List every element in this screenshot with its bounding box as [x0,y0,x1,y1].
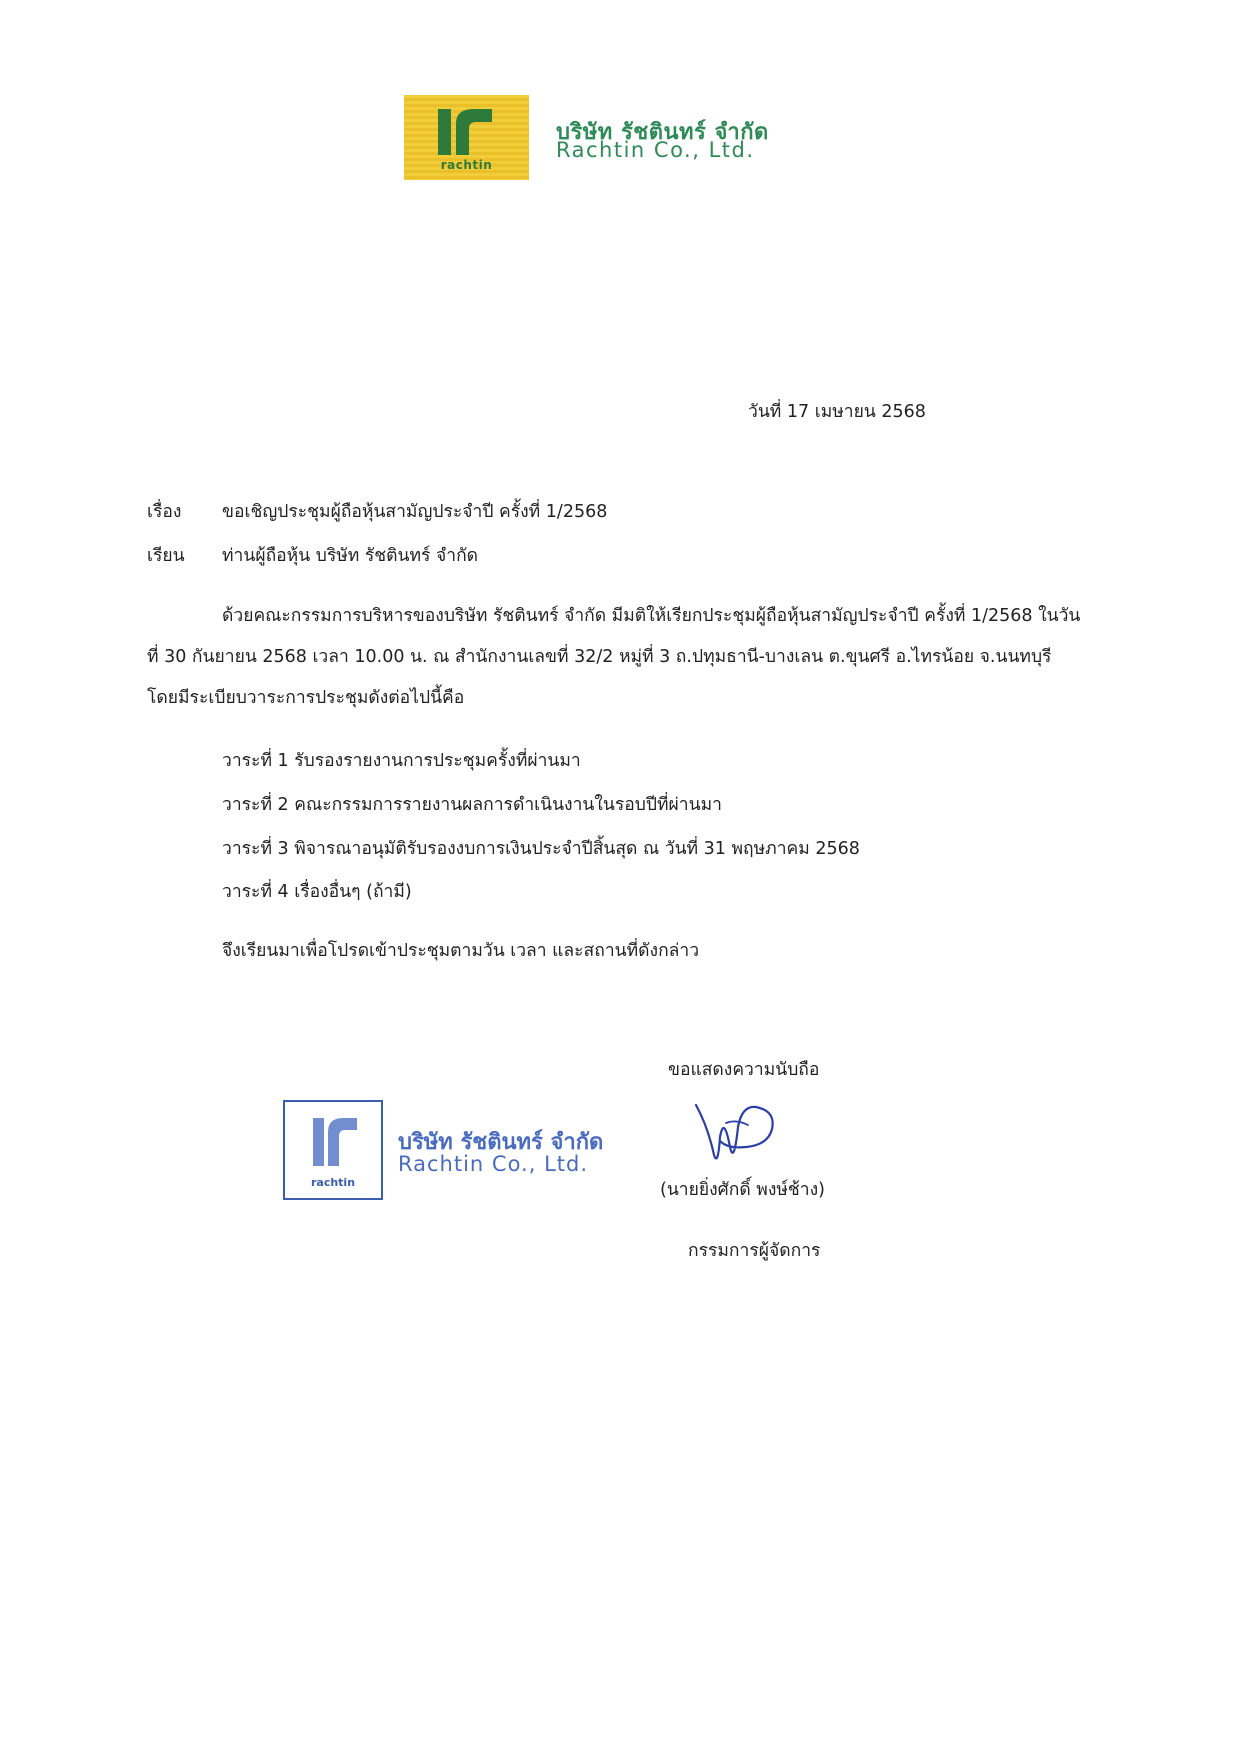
recipient-text: ท่านผู้ถือหุ้น บริษัท รัชตินทร์ จำกัด [222,546,479,566]
signature-icon [690,1097,780,1172]
logo-wordmark: rachtin [440,158,493,172]
company-name-en: Rachtin Co., Ltd. [556,138,755,162]
company-name-th: บริษัท รัชตินทร์ จำกัด [556,120,769,145]
closing-sentence: จึงเรียนมาเพื่อโปรดเข้าประชุมตามวัน เวลา และสถานที่ดังกล่าว [222,941,700,961]
subject-label: เรื่อง [147,502,182,522]
subject-text: ขอเชิญประชุมผู้ถือหุ้นสามัญประจำปี ครั้งที่ 1/2568 [222,502,608,522]
letter-date: วันที่ 17 เมษายน 2568 [748,402,926,422]
stamp-company-name-th: บริษัท รัชตินทร์ จำกัด [398,1130,604,1155]
agenda-item: วาระที่ 1 รับรองรายงานการประชุมครั้งที่ผ่านมา [222,751,581,771]
agenda-item: วาระที่ 4 เรื่องอื่นๆ (ถ้ามี) [222,882,412,902]
regards-text: ขอแสดงความนับถือ [668,1060,820,1080]
agenda-item: วาระที่ 2 คณะกรรมการรายงานผลการดำเนินงานในรอบปีที่ผ่านมา [222,795,722,815]
signer-name: (นายยิ่งศักดิ์ พงษ์ช้าง) [660,1180,825,1200]
company-logo [404,95,529,180]
signer-position: กรรมการผู้จัดการ [688,1241,821,1261]
recipient-label: เรียน [147,546,185,566]
stamp-company-name-en: Rachtin Co., Ltd. [398,1152,589,1176]
company-stamp [283,1100,383,1200]
agenda-item: วาระที่ 3 พิจารณาอนุมัติรับรองงบการเงินประจำปีสิ้นสุด ณ วันที่ 31 พฤษภาคม 2568 [222,839,860,859]
stamp-wordmark: rachtin [310,1176,356,1189]
body-paragraph [147,596,1087,719]
body-paragraph-text: ด้วยคณะกรรมการบริหารของบริษัท รัชตินทร์ จำกัด มีมติให้เรียกประชุมผู้ถือหุ้นสามัญประจำปี ครั้งที่ 1/2568 ในวันที่ 30 กันยายน 2568 เวลา 10.00 น. ณ สำนักงานเลขที่ 32/2 หมู่ที่ 3 ถ.ปทุมธานี-บางเลน ต.ขุนศรี อ.ไทรน้อย จ.นนทบุรี โดยมีระเบียบวาระการประชุมดังต่อไปนี้คือ [147,606,1081,708]
